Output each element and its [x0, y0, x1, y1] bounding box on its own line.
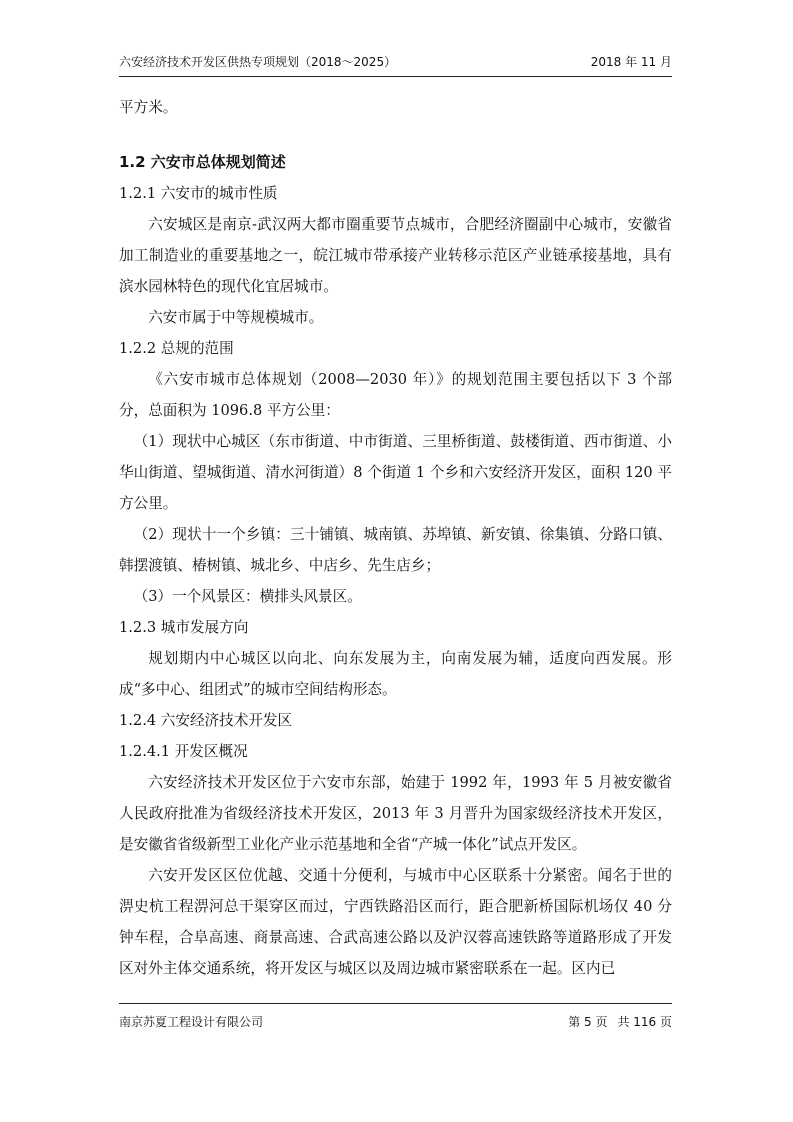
paragraph: 六安经济技术开发区位于六安市东部，始建于 1992 年，1993 年 5 月被安徽省人民政府批准为省级经济技术开发区，2013 年 3 月晋升为国家级经济技术开发区，是安徽省省级新型工业化产业示范基地和全省“产城一体化”试点开发区。 — [119, 774, 672, 853]
footer-divider — [119, 1003, 672, 1004]
current-page: 第 5 页 — [568, 1015, 608, 1029]
header-title: 六安经济技术开发区供热专项规划（2018～2025） — [119, 55, 397, 69]
subsection-heading: 1.2.4 六安经济技术开发区 — [119, 712, 293, 729]
list-item: （1）现状中心城区（东市街道、中市街道、三里桥街道、鼓楼街道、西市街道、小华山街道、望城街道、清水河街道）8 个街道 1 个乡和六安经济开发区，面积 120 平方公里。 — [119, 433, 672, 512]
subsection-heading: 1.2.2 总规的范围 — [119, 340, 234, 357]
paragraph: 六安开发区区位优越、交通十分便利，与城市中心区联系十分紧密。闻名于世的淠史杭工程淠河总干渠穿区而过，宁西铁路沿区而行，距合肥新桥国际机场仅 40 分钟车程，合阜高速、商景高速、合武高速公路以及沪汉蓉高速铁路等道路形成了开发区对外主体交通系统，将开发区与城区以及周边城市紧密联系在一起。区内已 — [119, 867, 672, 977]
paragraph: 六安市属于中等规模城市。 — [148, 309, 324, 326]
paragraph: 规划期内中心城区以向北、向东发展为主，向南发展为辅，适度向西发展。形成“多中心、组团式”的城市空间结构形态。 — [119, 650, 672, 698]
footer-company: 南京苏夏工程设计有限公司 — [119, 1015, 264, 1029]
document-body — [119, 92, 672, 984]
total-pages: 共 116 页 — [617, 1015, 672, 1029]
list-item: （2）现状十一个乡镇：三十铺镇、城南镇、苏埠镇、新安镇、徐集镇、分路口镇、韩摆渡镇、椿树镇、城北乡、中店乡、先生店乡； — [119, 526, 672, 574]
subsection-heading: 1.2.3 城市发展方向 — [119, 619, 249, 636]
page-header — [119, 54, 672, 70]
header-divider — [119, 76, 672, 77]
subsection-heading: 1.2.4.1 开发区概况 — [119, 743, 248, 760]
header-date: 2018 年 11 月 — [590, 55, 672, 69]
subsection-heading: 1.2.1 六安市的城市性质 — [119, 185, 278, 202]
page-footer — [119, 1014, 672, 1030]
list-item: （3）一个风景区：横排头风景区。 — [133, 588, 362, 605]
section-heading: 1.2 六安市总体规划简述 — [119, 153, 286, 171]
paragraph: 平方米。 — [119, 99, 178, 116]
paragraph: 《六安市城市总体规划（2008—2030 年）》的规划范围主要包括以下 3 个部分，总面积为 1096.8 平方公里： — [119, 371, 672, 419]
paragraph: 六安城区是南京-武汉两大都市圈重要节点城市，合肥经济圈副中心城市，安徽省加工制造业的重要基地之一，皖江城市带承接产业转移示范区产业链承接基地，具有滨水园林特色的现代化宜居城市。 — [119, 216, 672, 295]
page-number — [558, 1014, 672, 1030]
